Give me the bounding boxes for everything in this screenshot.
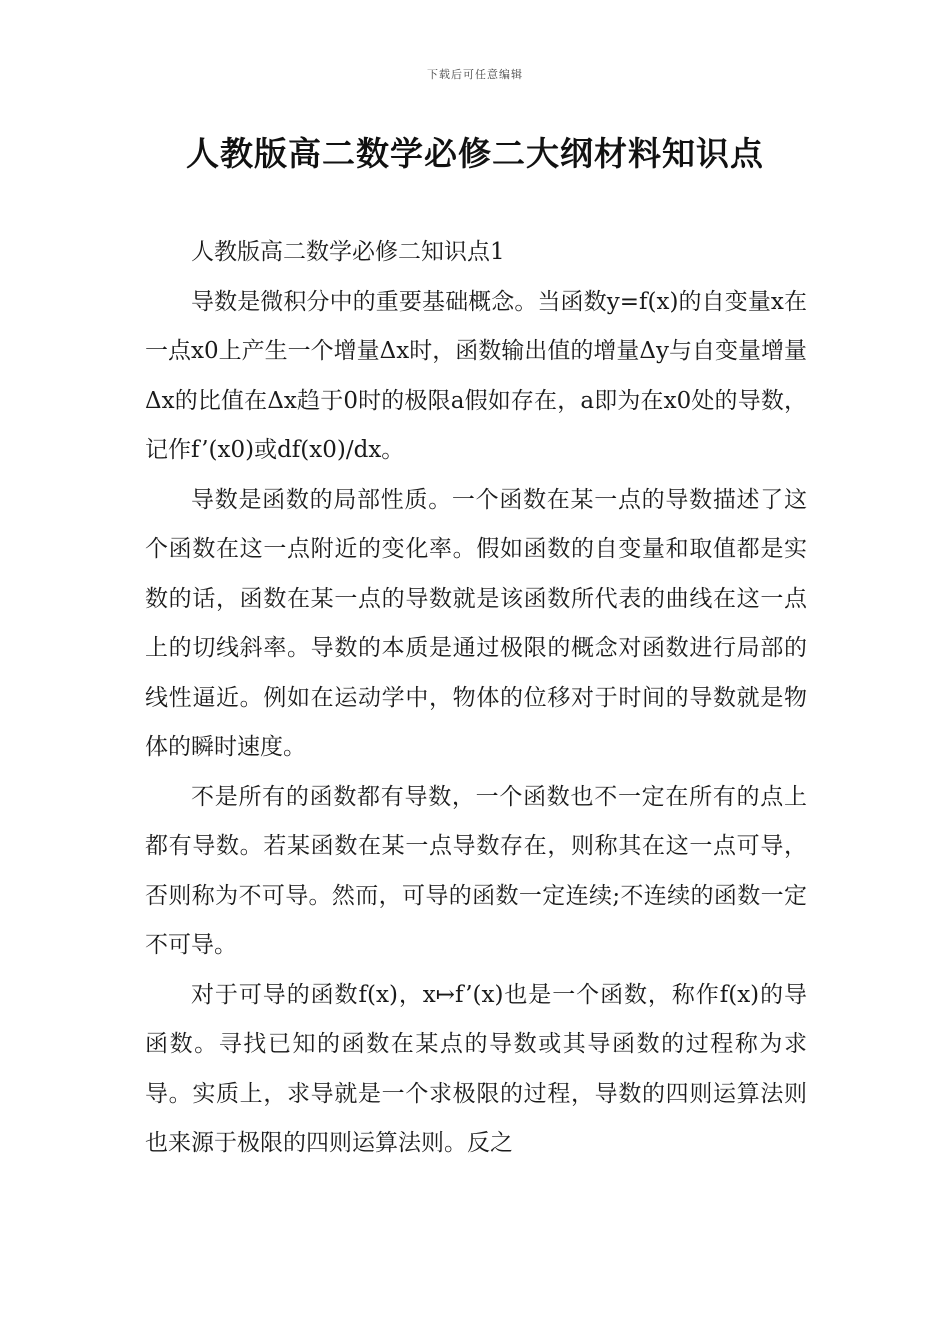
- paragraph-3: 不是所有的函数都有导数，一个函数也不一定在所有的点上都有导数。若某函数在某一点导数存在，则称其在这一点可导，否则称为不可导。然而，可导的函数一定连续;不连续的函数一定不可导。: [145, 783, 807, 958]
- section-heading: 人教版高二数学必修二知识点1: [191, 239, 505, 265]
- header-note: 下载后可任意编辑: [427, 68, 523, 81]
- paragraph-2: 导数是函数的局部性质。一个函数在某一点的导数描述了这个函数在这一点附近的变化率。假如函数的自变量和取值都是实数的话，函数在某一点的导数就是该函数所代表的曲线在这一点上的切线斜率。导数的本质是通过极限的概念对函数进行局部的线性逼近。例如在运动学中，物体的位移对于时间的导数就是物体的瞬时速度。: [145, 486, 807, 760]
- paragraph-1: 导数是微积分中的重要基础概念。当函数y=f(x)的自变量x在一点x0上产生一个增量Δx时，函数输出值的增量Δy与自变量增量Δx的比值在Δx趋于0时的极限a假如存在，a即为在x0处的导数，记作f’(x0)或df(x0)/dx。: [145, 288, 807, 463]
- document-title: 人教版高二数学必修二大纲材料知识点: [186, 134, 764, 173]
- paragraph-4: 对于可导的函数f(x)，x↦f’(x)也是一个函数，称作f(x)的导函数。寻找已知的函数在某点的导数或其导函数的过程称为求导。实质上，求导就是一个求极限的过程，导数的四则运算法则也来源于极限的四则运算法则。反之: [145, 981, 807, 1156]
- document-body: [145, 228, 807, 1169]
